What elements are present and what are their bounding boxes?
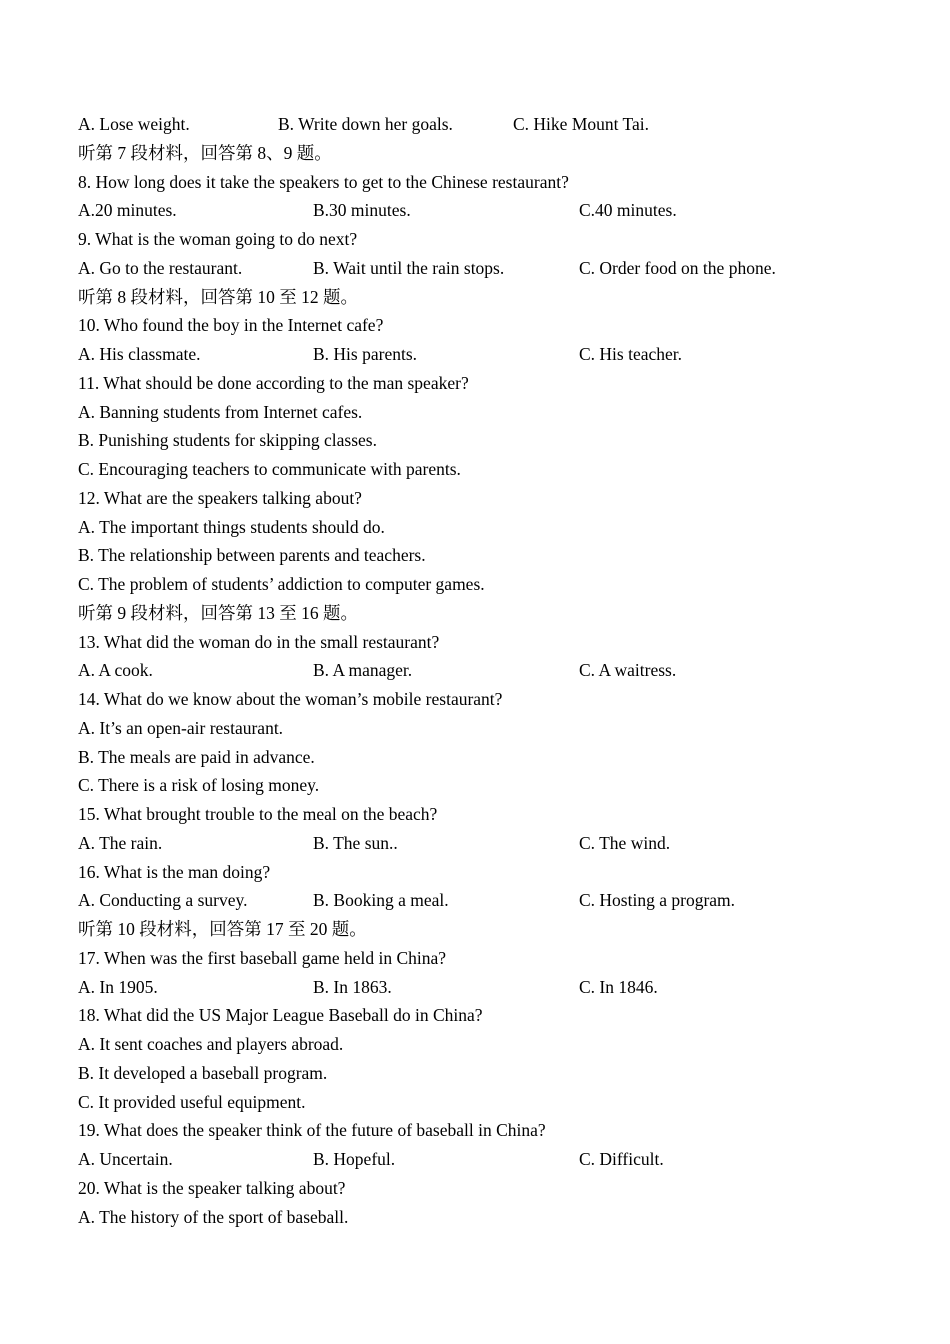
option-text: B. It developed a baseball program.: [78, 1062, 328, 1083]
option: [78, 570, 918, 599]
option: [78, 714, 918, 743]
option-b-text: B. The sun..: [313, 832, 398, 853]
option-c-text: C. In 1846.: [579, 976, 658, 997]
question-text: 13. What did the woman do in the small restaurant?: [78, 631, 440, 652]
option: [78, 1059, 918, 1088]
option-a-text: A. In 1905.: [78, 976, 158, 997]
option-text: C. It provided useful equipment.: [78, 1091, 306, 1112]
section-header: [78, 139, 918, 168]
option-text: A. The important things students should do.: [78, 516, 385, 537]
option-text: C. Encouraging teachers to communicate with parents.: [78, 459, 461, 479]
question-text: 20. What is the speaker talking about?: [78, 1177, 346, 1198]
option-c-text: C. A waitress.: [579, 660, 677, 681]
section-header: [78, 283, 918, 312]
option-a-text: A. His classmate.: [78, 344, 201, 364]
section-header: [78, 915, 918, 944]
question-text: 10. Who found the boy in the Internet cafe?: [78, 315, 384, 336]
section-header-text: 听第 10 段材料，回答第 17 至 20 题。: [78, 919, 367, 939]
option-a-text: A. The rain.: [78, 832, 163, 853]
section-header-text: 听第 8 段材料，回答第 10 至 12 题。: [78, 286, 358, 307]
option-text: A. It’s an open-air restaurant.: [78, 717, 284, 738]
question: [78, 369, 918, 398]
option: [78, 743, 918, 772]
options-row: [78, 196, 918, 225]
question-text: 11. What should be done according to the man speaker?: [78, 372, 469, 393]
option-text: B. The relationship between parents and teachers.: [78, 545, 426, 566]
option-text: C. There is a risk of losing money.: [78, 775, 320, 796]
option-c-text: C. Difficult.: [579, 1149, 664, 1169]
option-b-text: B. Wait until the rain stops.: [313, 257, 505, 278]
option-b-text: B. A manager.: [313, 660, 413, 681]
option-c-text: C.40 minutes.: [579, 200, 677, 221]
option-c-text: C. Hosting a program.: [579, 890, 736, 911]
option-a-text: A. Lose weight.: [78, 114, 190, 134]
question-text: 19. What does the speaker think of the future of baseball in China?: [78, 1120, 546, 1141]
option-text: A. Banning students from Internet cafes.: [78, 401, 363, 422]
section-header-text: 听第 7 段材料，回答第 8、9 题。: [78, 142, 332, 163]
options-row: [78, 110, 918, 139]
option: [78, 1203, 918, 1232]
question: [78, 944, 918, 973]
option: [78, 541, 918, 570]
option-text: A. It sent coaches and players abroad.: [78, 1034, 344, 1054]
option-text: C. The problem of students’ addiction to computer games.: [78, 574, 485, 594]
option-b-text: B. Booking a meal.: [313, 890, 449, 911]
option-b-text: B. His parents.: [313, 344, 418, 364]
question: [78, 1174, 918, 1203]
question: [78, 1001, 918, 1030]
option-b-text: B. In 1863.: [313, 976, 392, 997]
question: [78, 168, 918, 197]
option-b-text: B.30 minutes.: [313, 200, 411, 221]
options-row: [78, 973, 918, 1002]
options-row: [78, 254, 918, 283]
question-text: 14. What do we know about the woman’s mobile restaurant?: [78, 689, 503, 709]
question-text: 8. How long does it take the speakers to get to the Chinese restaurant?: [78, 171, 569, 192]
question-text: 18. What did the US Major League Baseball do in China?: [78, 1005, 483, 1026]
option: [78, 513, 918, 542]
section-header-text: 听第 9 段材料，回答第 13 至 16 题。: [78, 602, 358, 623]
option: [78, 426, 918, 455]
section-header: [78, 599, 918, 628]
option-text: B. The meals are paid in advance.: [78, 746, 315, 767]
question-text: 9. What is the woman going to do next?: [78, 229, 358, 249]
options-row: [78, 340, 918, 369]
option-a-text: A. A cook.: [78, 660, 153, 681]
option-a-text: A.20 minutes.: [78, 200, 177, 221]
option-c-text: C. The wind.: [579, 832, 671, 853]
options-row: [78, 656, 918, 685]
option-c-text: C. His teacher.: [579, 344, 683, 364]
option-c-text: C. Hike Mount Tai.: [513, 114, 650, 134]
option: [78, 398, 918, 427]
option: [78, 1030, 918, 1059]
question-text: 12. What are the speakers talking about?: [78, 487, 362, 508]
question: [78, 1116, 918, 1145]
question: [78, 311, 918, 340]
option-a-text: A. Uncertain.: [78, 1149, 173, 1169]
question: [78, 800, 918, 829]
option-c-text: C. Order food on the phone.: [579, 257, 776, 278]
option-b-text: B. Hopeful.: [313, 1149, 396, 1169]
question-text: 17. When was the first baseball game held in China?: [78, 947, 447, 968]
option-b-text: B. Write down her goals.: [278, 114, 453, 134]
option-a-text: A. Conducting a survey.: [78, 890, 248, 911]
question: [78, 225, 918, 254]
options-row: [78, 886, 918, 915]
option-text: B. Punishing students for skipping classes.: [78, 430, 377, 451]
question: [78, 685, 918, 714]
question: [78, 484, 918, 513]
question-text: 16. What is the man doing?: [78, 861, 271, 882]
option-a-text: A. Go to the restaurant.: [78, 257, 243, 278]
question: [78, 628, 918, 657]
option: [78, 771, 918, 800]
question: [78, 858, 918, 887]
options-row: [78, 1145, 918, 1174]
options-row: [78, 829, 918, 858]
option-text: A. The history of the sport of baseball.: [78, 1206, 349, 1227]
question-text: 15. What brought trouble to the meal on the beach?: [78, 804, 438, 824]
option: [78, 1088, 918, 1117]
document-content: [78, 110, 918, 1231]
option: [78, 455, 918, 484]
